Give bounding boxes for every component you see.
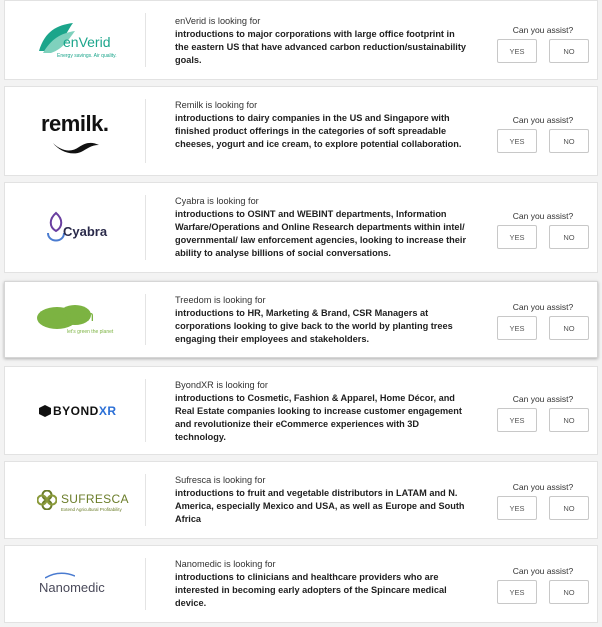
request-card-remilk xyxy=(4,86,598,176)
yes-button[interactable]: YES xyxy=(497,39,537,63)
company-looking-for: Nanomedic is looking for xyxy=(175,559,276,569)
yes-button[interactable]: YES xyxy=(497,496,537,520)
byondxr-logo-text xyxy=(53,404,117,418)
divider xyxy=(145,474,146,526)
assist-controls xyxy=(497,482,589,520)
request-description: introductions to OSINT and WEBINT departments, Information Warfare/Operations and Online Research departments within intel/ governmental/ law enforcement agencies, looking to increase their ability to analyse billions of social conversations. xyxy=(175,209,467,258)
cyabra-logo-text: Cyabra xyxy=(63,224,108,239)
assist-controls xyxy=(497,25,589,63)
company-looking-for: Remilk is looking for xyxy=(175,100,258,110)
byondxr-logo-byond: BYOND xyxy=(53,404,99,418)
remilk-logo xyxy=(5,87,145,175)
assist-controls xyxy=(497,302,589,340)
divider xyxy=(145,13,146,67)
request-text xyxy=(175,558,467,610)
yes-button[interactable]: YES xyxy=(497,129,537,153)
nanomedic-logo xyxy=(5,546,145,622)
request-text xyxy=(175,474,467,526)
assist-controls xyxy=(497,211,589,249)
yes-button[interactable]: YES xyxy=(497,316,537,340)
enverid-logo-text: enVerid xyxy=(63,34,111,50)
no-button[interactable]: NO xyxy=(549,129,589,153)
enverid-logo xyxy=(5,1,145,79)
request-card-cyabra xyxy=(4,182,598,273)
no-button[interactable]: NO xyxy=(549,39,589,63)
no-button[interactable]: NO xyxy=(549,225,589,249)
assist-label: Can you assist? xyxy=(512,394,574,404)
company-looking-for: ByondXR is looking for xyxy=(175,380,268,390)
assist-controls xyxy=(497,115,589,153)
divider xyxy=(145,99,146,163)
treedom-logo-tagline: let's green the planet xyxy=(67,329,114,335)
request-description: introductions to HR, Marketing & Brand, CSR Managers at corporations looking to give back to the world by planting trees engaging their employees and stakeholders. xyxy=(175,308,453,344)
remilk-logo-text: remilk. xyxy=(41,111,109,136)
yes-button[interactable]: YES xyxy=(497,408,537,432)
remilk-splash-icon xyxy=(51,137,101,155)
request-card-sufresca xyxy=(4,461,598,539)
divider xyxy=(145,379,146,442)
divider xyxy=(145,195,146,260)
byondxr-logo xyxy=(5,367,145,454)
request-card-treedom xyxy=(4,281,598,358)
request-card-byondxr xyxy=(4,366,598,455)
request-text xyxy=(175,294,467,346)
nanomedic-logo-text: Nanomedic xyxy=(39,580,105,595)
assist-controls xyxy=(497,394,589,432)
sufresca-logo-text: SUFRESCA xyxy=(61,492,129,506)
sufresca-logo-tagline: Extend Agricultural Profitability xyxy=(61,507,122,512)
yes-button[interactable]: YES xyxy=(497,225,537,249)
no-button[interactable]: NO xyxy=(549,316,589,340)
company-looking-for: Cyabra is looking for xyxy=(175,196,259,206)
assist-label: Can you assist? xyxy=(512,25,574,35)
byondxr-logo-xr: XR xyxy=(98,404,117,418)
no-button[interactable]: NO xyxy=(549,496,589,520)
assist-label: Can you assist? xyxy=(512,566,574,576)
request-card-enverid xyxy=(4,0,598,80)
request-description: introductions to fruit and vegetable distributors in LATAM and N. America, especially Mexico and USA, as well as Europe and South Africa xyxy=(175,488,465,524)
request-text xyxy=(175,195,467,260)
no-button[interactable]: NO xyxy=(549,580,589,604)
request-text xyxy=(175,99,467,151)
treedom-logo xyxy=(5,282,145,357)
request-description: introductions to Cosmetic, Fashion & Apparel, Home Décor, and Real Estate companies looking to increase customer engagement and revolutionize their eCommerce experiences with 3D technology. xyxy=(175,393,462,442)
cyabra-logo xyxy=(5,183,145,272)
assist-label: Can you assist? xyxy=(512,211,574,221)
yes-button[interactable]: YES xyxy=(497,580,537,604)
divider xyxy=(145,558,146,610)
treedom-logo-text: treedom xyxy=(39,308,95,325)
request-text xyxy=(175,379,467,444)
assist-label: Can you assist? xyxy=(512,482,574,492)
sufresca-logo xyxy=(5,462,145,538)
assist-label: Can you assist? xyxy=(512,115,574,125)
sufresca-flower-icon xyxy=(37,490,57,510)
assist-label: Can you assist? xyxy=(512,302,574,312)
request-description: introductions to clinicians and healthcare providers who are interested in becoming early adopters of the Spincare medical device. xyxy=(175,572,447,608)
divider xyxy=(145,294,146,345)
company-looking-for: enVerid is looking for xyxy=(175,16,261,26)
nanomedic-swoosh-icon xyxy=(45,572,75,580)
byondxr-cube-icon xyxy=(39,405,51,417)
assist-controls xyxy=(497,566,589,604)
request-description: introductions to dairy companies in the US and Singapore with finished product offerings in the categories of soft spreadable cheeses, yogurt and ice cream, to explore potential collaboration. xyxy=(175,113,462,149)
company-looking-for: Treedom is looking for xyxy=(175,295,266,305)
company-looking-for: Sufresca is looking for xyxy=(175,475,266,485)
no-button[interactable]: NO xyxy=(549,408,589,432)
request-description: introductions to major corporations with large office footprint in the eastern US that have advanced carbon reduction/sustainability goals. xyxy=(175,29,467,65)
request-card-nanomedic xyxy=(4,545,598,623)
request-text xyxy=(175,15,467,67)
enverid-logo-tagline: Energy savings. Air quality. xyxy=(57,53,117,59)
